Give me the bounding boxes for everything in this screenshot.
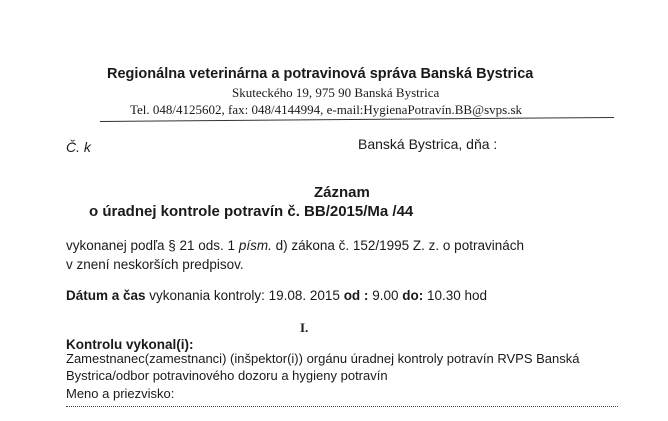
inspection-datetime [66,288,487,303]
legal-text-pism: písm. [238,238,272,253]
od-value: 9.00 [368,288,403,303]
section-numeral: I. [300,320,309,335]
dotted-fill-line [66,406,618,407]
do-label: do: [402,288,424,303]
legal-paragraph-line1 [66,238,524,253]
legal-paragraph-line2: v znení neskorších predpisov. [66,257,244,272]
doc-title: Záznam [314,184,370,201]
header-org: Regionálna veterinárna a potravinová správa Banská Bystrica [107,66,534,82]
name-label: Meno a priezvisko: [66,386,175,401]
city-date: Banská Bystrica, dňa : [358,136,498,152]
header-address: Skuteckého 19, 975 90 Banská Bystrica [232,85,440,100]
staff-line1: Zamestnanec(zamestnanci) (inšpektor(i)) orgánu úradnej kontroly potravín RVPS Banská [66,351,580,366]
datum-label: Dátum a čas [66,288,146,303]
datum-text: vykonania kontroly: 19.08. 2015 [145,288,344,303]
header-contact: Tel. 048/4125602, fax: 048/4144994, e-mail:HygienaPotravín.BB@svps.sk [130,102,522,117]
doc-subtitle: o úradnej kontrole potravín č. BB/2015/Ma /44 [89,203,414,220]
section-heading: Kontrolu vykonal(i): [66,337,194,352]
reference-number: Č. k [66,139,91,155]
legal-text-c: d) zákona č. 152/1995 Z. z. o potravinách [271,238,524,253]
do-value: 10.30 hod [423,288,488,303]
od-label: od : [343,288,369,303]
staff-line2: Bystrica/odbor potravinového dozoru a hygieny potravín [66,368,388,383]
legal-text-a: vykonanej podľa § 21 ods. 1 [66,238,239,253]
